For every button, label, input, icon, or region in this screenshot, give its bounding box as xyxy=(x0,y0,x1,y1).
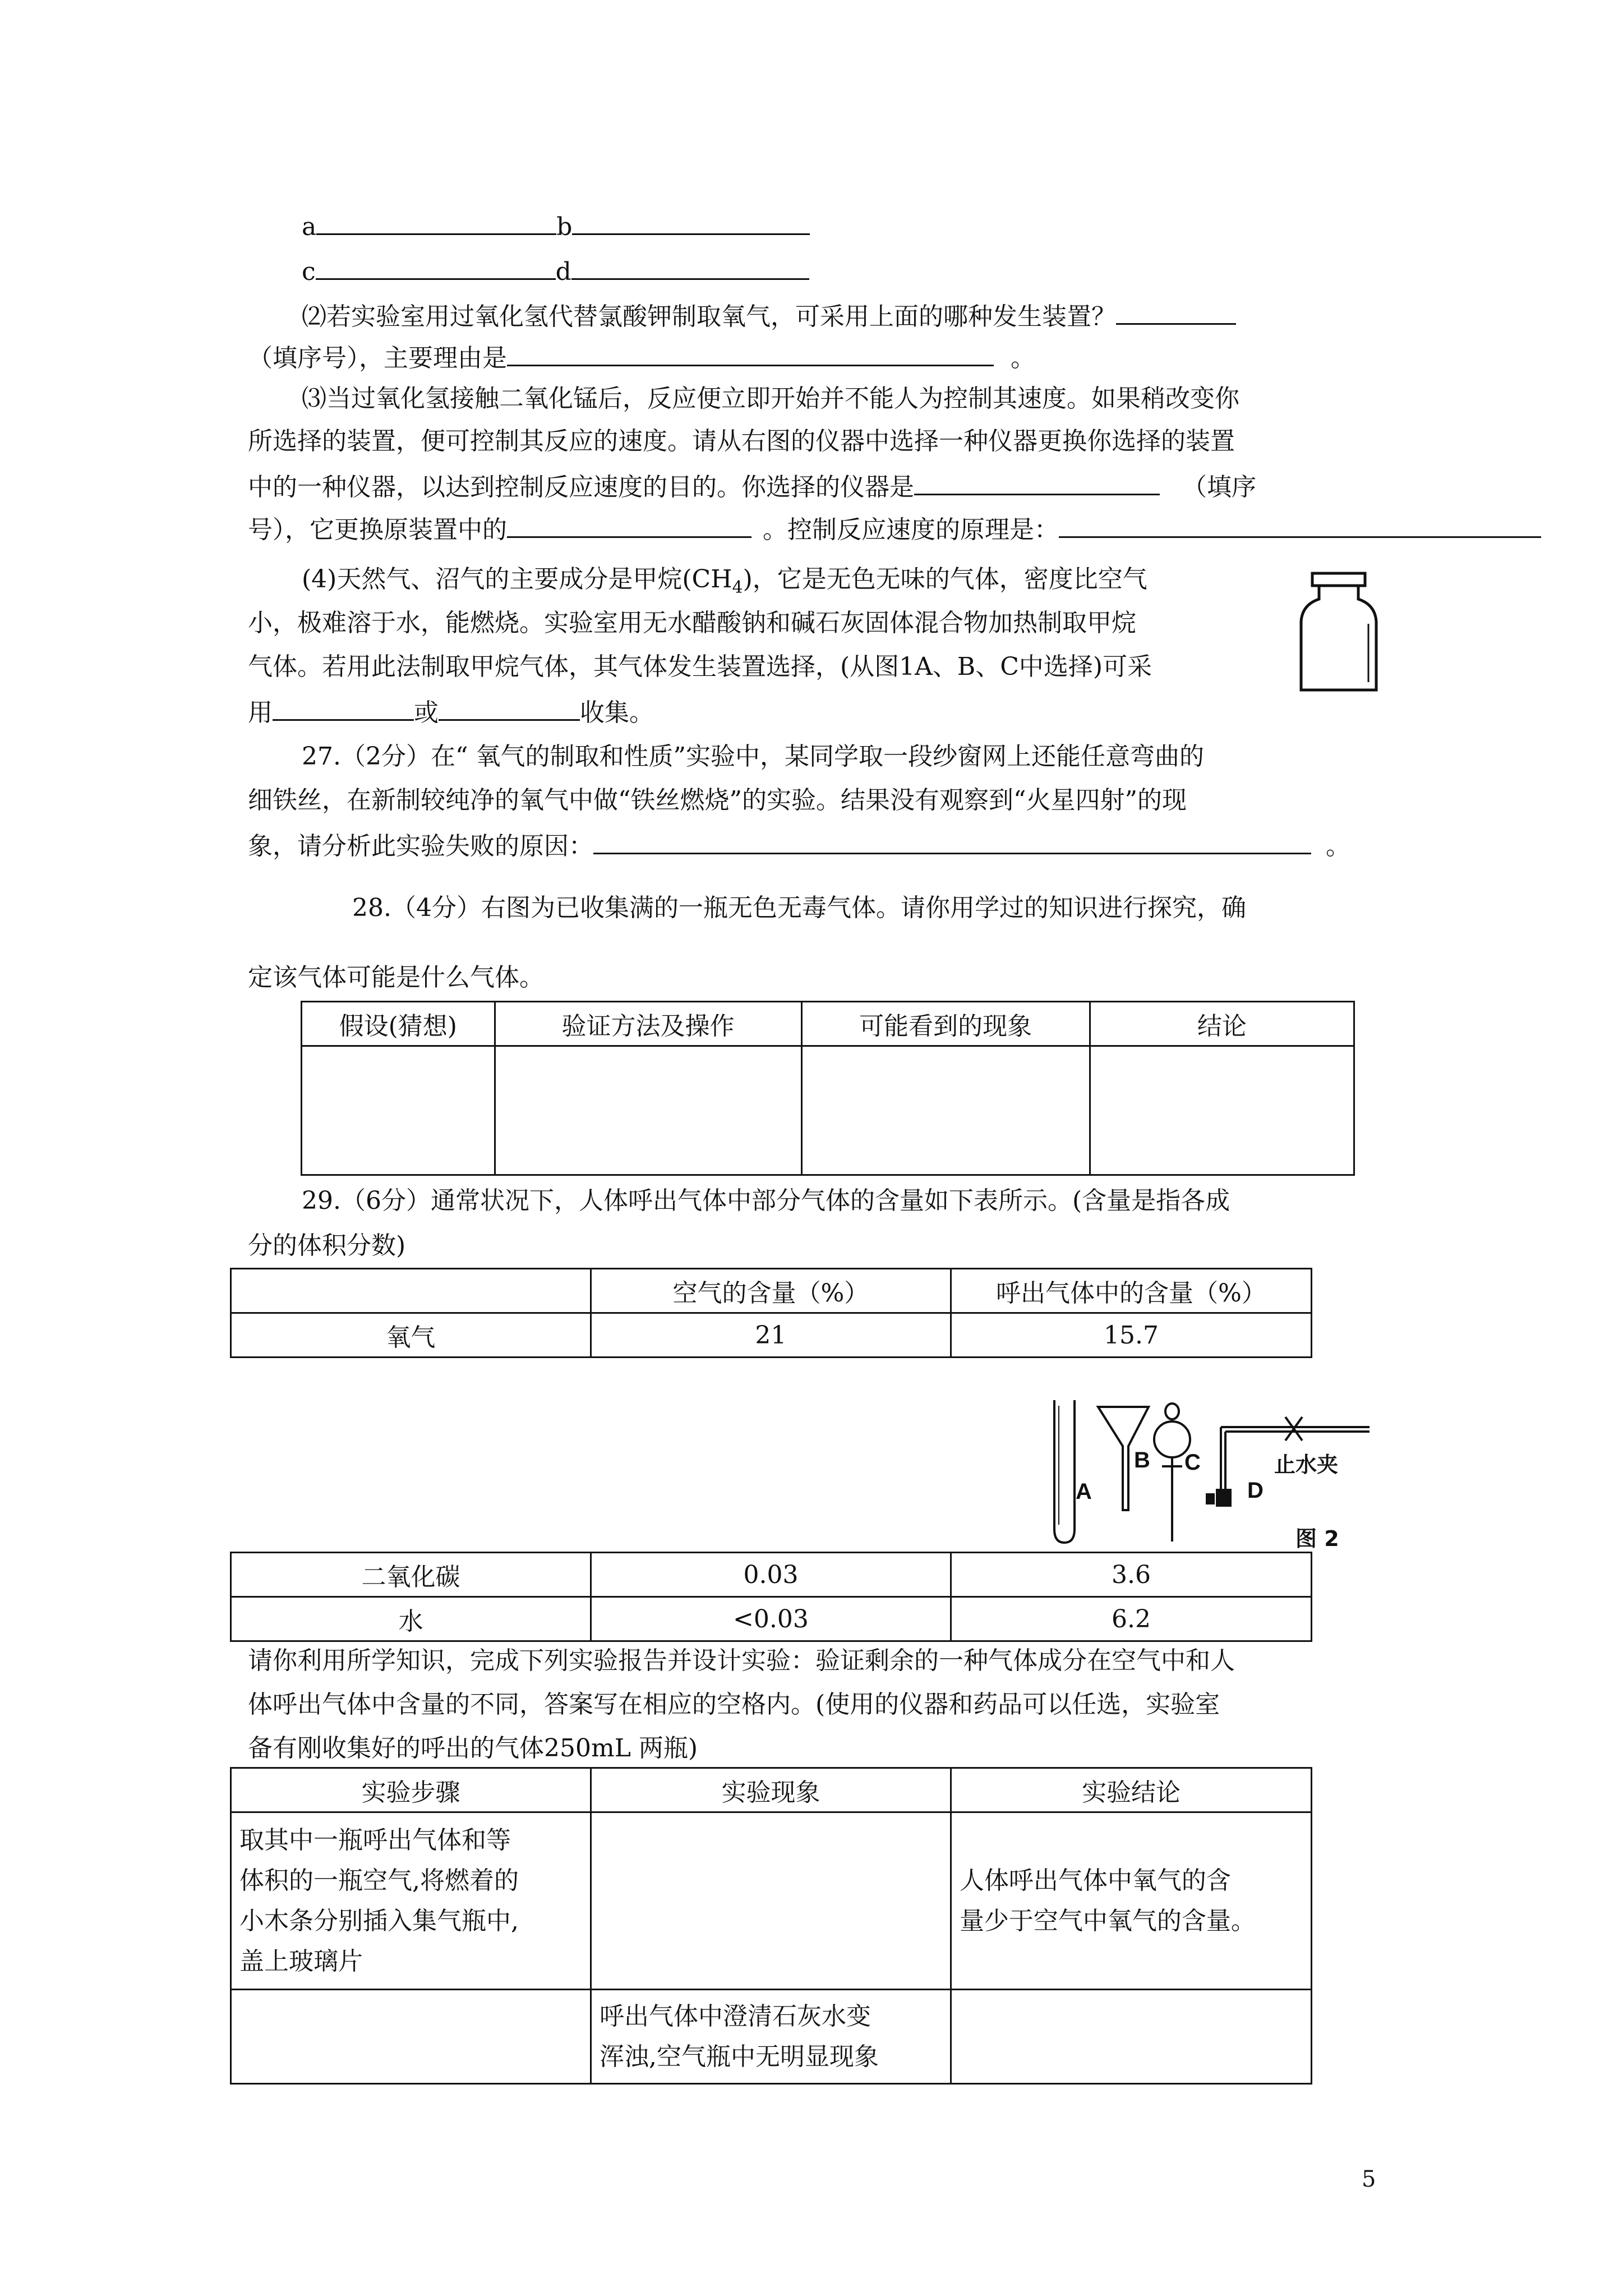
header-cell: 呼出气体中的含量（%） xyxy=(951,1269,1311,1313)
table-row xyxy=(231,1990,1312,2084)
table-cell: 6.2 xyxy=(951,1597,1312,1641)
gas-bottle-illustration xyxy=(1297,570,1381,694)
clamp-label: 止水夹 xyxy=(1274,1452,1339,1477)
q27-line2: 细铁丝，在新制较纯净的氧气中做“铁丝燃烧”的实验。结果没有观察到“火星四射”的现 xyxy=(248,786,1187,815)
figure2-label-c: C xyxy=(1184,1450,1201,1475)
step-line: 小木条分别插入集气瓶中, xyxy=(239,1906,519,1935)
q26-part3-line2: 所选择的装置，便可控制其反应的速度。请从右图的仪器中选择一种仪器更换你选择的装置 xyxy=(248,427,1235,455)
table-row xyxy=(231,1269,1312,1313)
q28-line1: 28.（4分）右图为已收集满的一瓶无色无毒气体。请你用学过的知识进行探究，确 xyxy=(352,894,1246,922)
step-line: 取其中一瓶呼出气体和等 xyxy=(239,1825,511,1855)
figure2-label-d: D xyxy=(1247,1478,1264,1503)
answer-cell[interactable] xyxy=(951,1990,1311,2084)
q29-instruction-line3: 备有刚收集好的呼出的气体250mL 两瓶) xyxy=(248,1734,698,1763)
table-row xyxy=(302,1002,1354,1046)
table-cell: 3.6 xyxy=(951,1553,1312,1597)
q26-part4-line4: 用 或 收集。 xyxy=(248,694,654,729)
figure2-label-b: B xyxy=(1134,1448,1150,1473)
header-cell: 可能看到的现象 xyxy=(801,1002,1090,1046)
step-line: 盖上玻璃片 xyxy=(239,1947,363,1976)
q26-part2-line1: ⑵若实验室用过氧化氢代替氯酸钾制取氧气，可采用上面的哪种发生装置？ xyxy=(302,298,1236,333)
q26-part4-line2: 小，极难溶于水，能燃烧。实验室用无水醋酸钠和碱石灰固体混合物加热制取甲烷 xyxy=(248,609,1136,637)
table-cell: 0.03 xyxy=(591,1553,951,1597)
answer-cell[interactable] xyxy=(495,1046,801,1175)
answer-cell[interactable] xyxy=(1090,1046,1354,1175)
answer-cell[interactable] xyxy=(801,1046,1090,1175)
q28-line2: 定该气体可能是什么气体。 xyxy=(248,963,544,992)
table-row xyxy=(231,1553,1312,1597)
table-row xyxy=(231,1313,1312,1358)
phenomenon-line: 呼出气体中澄清石灰水变 xyxy=(599,2001,871,2031)
answer-cell[interactable] xyxy=(302,1046,495,1175)
header-cell: 实验结论 xyxy=(951,1768,1311,1812)
header-cell: 结论 xyxy=(1090,1002,1354,1046)
q28-hypothesis-table xyxy=(301,1001,1355,1176)
table-cell: 21 xyxy=(591,1313,951,1358)
q26-part2-line2: （填序号），主要理由是 。 xyxy=(248,340,1035,375)
table-row xyxy=(302,1046,1354,1175)
q26-part4-line1: (4)天然气、沼气的主要成分是甲烷$(CH_4)$，它是无色无味的气体，密度比空气 xyxy=(302,565,1147,597)
step-line: 体积的一瓶空气,将燃着的 xyxy=(239,1866,519,1895)
header-cell xyxy=(231,1269,591,1313)
table-cell: 氧气 xyxy=(231,1313,591,1358)
figure2-label-a: A xyxy=(1076,1479,1092,1504)
table-row xyxy=(231,1812,1312,1990)
phenomenon-cell xyxy=(591,1990,951,2084)
header-cell: 验证方法及操作 xyxy=(495,1002,801,1046)
q29-instruction-line2: 体呼出气体中含量的不同，答案写在相应的空格内。(使用的仪器和药品可以任选，实验室 xyxy=(248,1690,1220,1719)
table-cell: 15.7 xyxy=(951,1313,1311,1358)
gas-content-table xyxy=(230,1268,1312,1358)
step-cell xyxy=(231,1812,591,1990)
q29-line1: 29.（6分）通常状况下，人体呼出气体中部分气体的含量如下表所示。(含量是指各成 xyxy=(302,1186,1230,1215)
q26-part4-line3: 气体。若用此法制取甲烷气体，其气体发生装置选择，(从图1A、B、C中选择)可采 xyxy=(248,652,1152,681)
blank-line-c: c d xyxy=(302,254,809,288)
header-cell: 实验现象 xyxy=(591,1768,951,1812)
table-cell: 二氧化碳 xyxy=(231,1553,591,1597)
answer-cell[interactable] xyxy=(591,1812,951,1990)
header-cell: 空气的含量（%） xyxy=(591,1269,951,1313)
table-cell: <0.03 xyxy=(591,1597,951,1641)
q26-part3-line3: 中的一种仪器，以达到控制反应速度的目的。你选择的仪器是 （填序 xyxy=(248,469,1256,504)
answer-cell[interactable] xyxy=(231,1990,591,2084)
q29-line2: 分的体积分数) xyxy=(248,1231,406,1260)
q26-part3-line4: 号），它更换原装置中的 。控制反应速度的原理是： xyxy=(248,512,1541,546)
header-cell: 假设(猜想) xyxy=(302,1002,495,1046)
q26-part3-line1: ⑶当过氧化氢接触二氧化锰后，反应便立即开始并不能人为控制其速度。如果稍改变你 xyxy=(302,384,1239,413)
table-row xyxy=(231,1768,1312,1812)
conclusion-line: 量少于空气中氧气的含量。 xyxy=(959,1906,1256,1935)
conclusion-line: 人体呼出气体中氧气的含 xyxy=(959,1866,1231,1895)
header-cell: 实验步骤 xyxy=(231,1768,591,1812)
q29-instruction-line1: 请你利用所学知识，完成下列实验报告并设计实验：验证剩余的一种气体成分在空气中和人 xyxy=(248,1646,1235,1675)
blank-line-a: a b xyxy=(302,209,810,243)
q27-line3: 象，请分析此实验失败的原因： 。 xyxy=(248,828,1350,863)
gas-content-table-continued xyxy=(230,1552,1312,1642)
q27-line1: 27.（2分）在“ 氧气的制取和性质”实验中，某同学取一段纱窗网上还能任意弯曲的 xyxy=(302,742,1204,771)
table-cell: 水 xyxy=(231,1597,591,1641)
experiment-report-table xyxy=(230,1767,1312,2085)
page-number: 5 xyxy=(1362,2166,1376,2192)
table-row xyxy=(231,1597,1312,1641)
conclusion-cell xyxy=(951,1812,1311,1990)
figure2-apparatus xyxy=(1039,1395,1375,1553)
phenomenon-line: 浑浊,空气瓶中无明显现象 xyxy=(599,2042,879,2071)
figure2-caption: 图 2 xyxy=(1295,1526,1339,1551)
